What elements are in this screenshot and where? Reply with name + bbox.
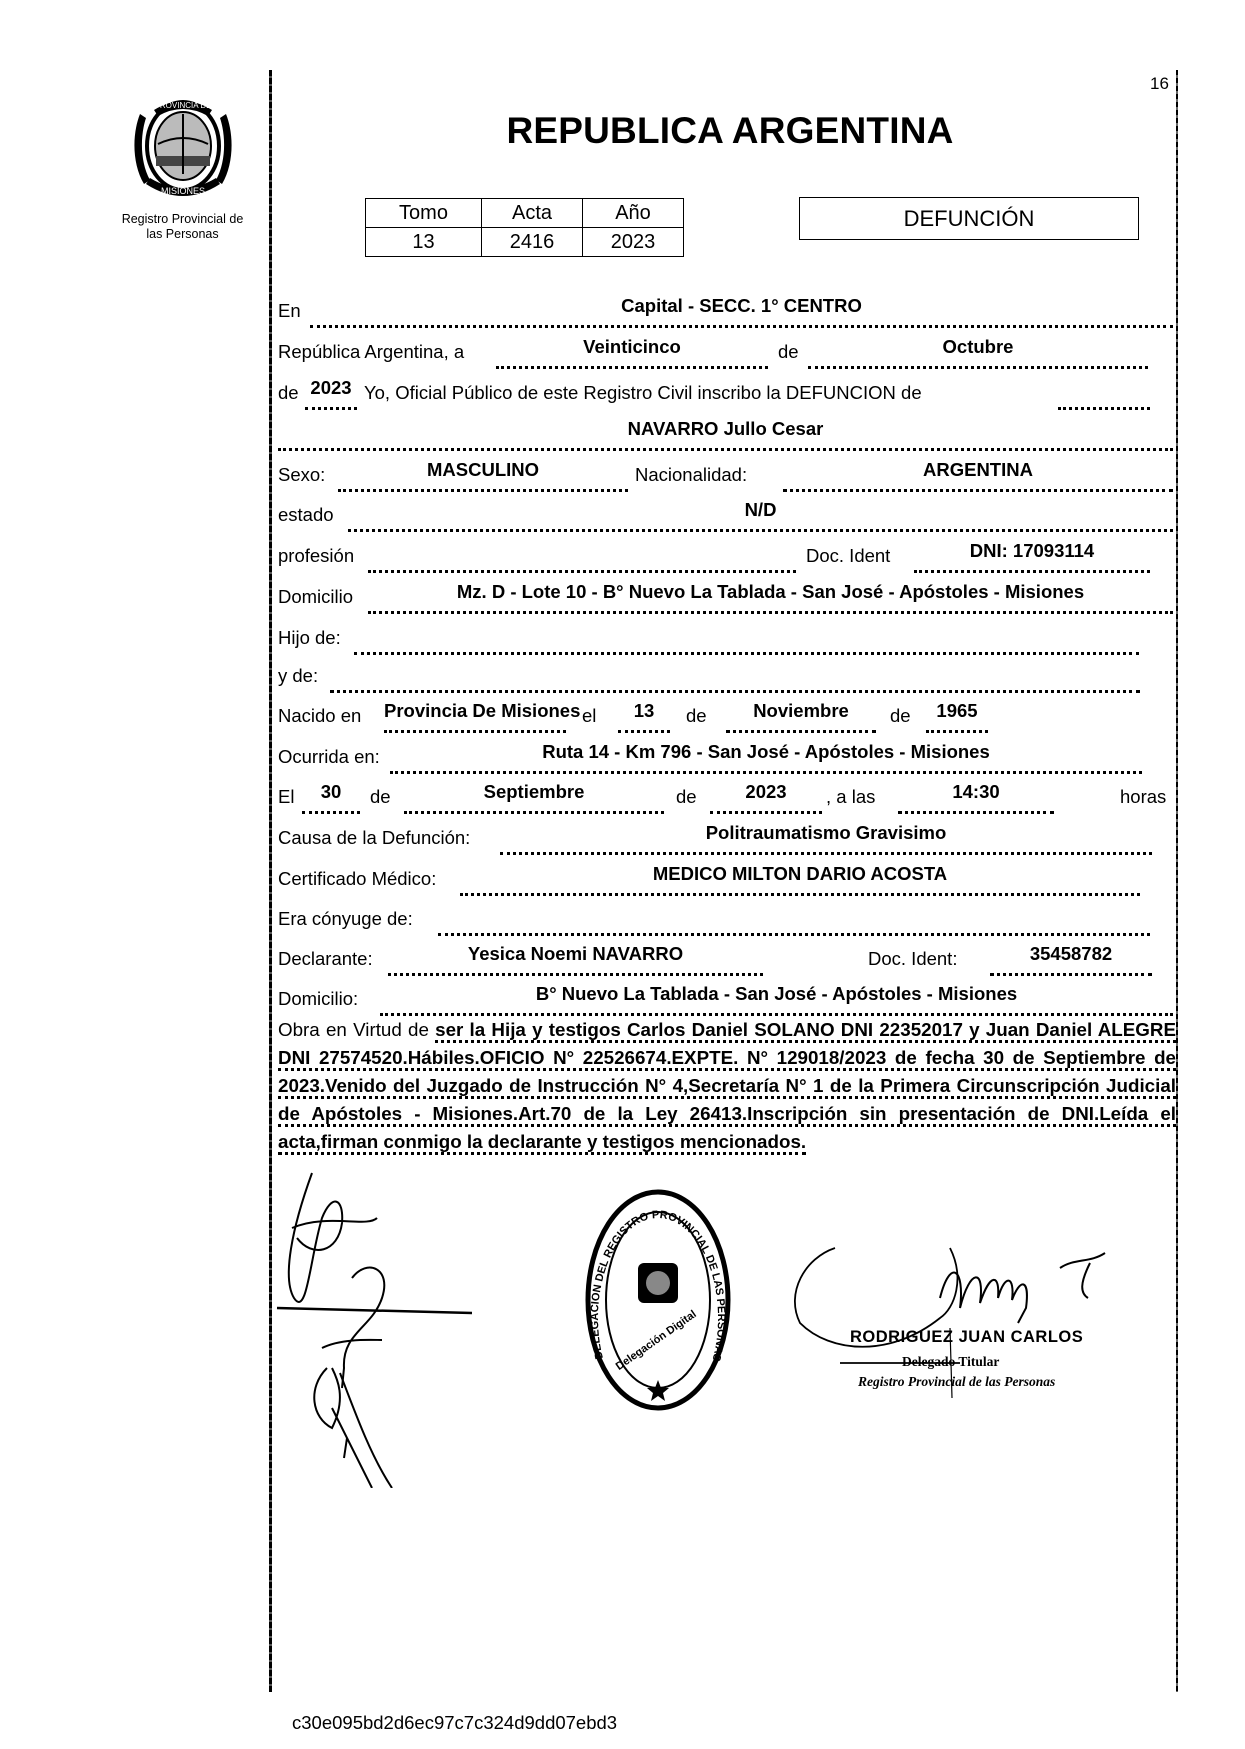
field-anio-nacimiento bbox=[926, 700, 988, 733]
row-declarante-domicilio bbox=[278, 984, 1173, 1016]
value-ocurrida-en: Ruta 14 - Km 796 - San José - Apóstoles - Misiones bbox=[542, 741, 990, 762]
value-hora-defuncion: 14:30 bbox=[952, 781, 1000, 802]
field-anio-defuncion bbox=[710, 781, 822, 814]
row-y-de bbox=[278, 661, 1173, 693]
value-nacionalidad: ARGENTINA bbox=[923, 459, 1033, 480]
registry-caption-line2: las Personas bbox=[146, 227, 219, 241]
document-hash: c30e095bd2d6ec97c7c324d9dd07ebd3 bbox=[292, 1712, 618, 1733]
row-declarante bbox=[278, 944, 1173, 976]
label-declarante-domicilio: Domicilio: bbox=[278, 988, 359, 1009]
value-doc-ident: DNI: 17093114 bbox=[969, 540, 1095, 561]
observaciones-paragraph bbox=[278, 1016, 1176, 1156]
field-profesion bbox=[368, 544, 796, 573]
label-a-las: , a las bbox=[826, 786, 876, 807]
field-lugar-nacimiento bbox=[384, 700, 581, 733]
value-anio: 2023 bbox=[583, 228, 684, 257]
value-tomo: 13 bbox=[366, 228, 482, 257]
field-en bbox=[310, 295, 1173, 328]
row-conyuge bbox=[278, 904, 1173, 936]
field-declarante-domicilio bbox=[380, 983, 1173, 1016]
value-declarante-doc: 35458782 bbox=[1029, 943, 1113, 964]
row-certificado bbox=[278, 864, 1173, 896]
observaciones-prefix: Obra en Virtud de bbox=[278, 1019, 429, 1040]
row-causa bbox=[278, 823, 1173, 855]
row-fecha-inscripcion bbox=[278, 337, 1173, 369]
field-dia-defuncion bbox=[302, 781, 360, 814]
page-number: 16 bbox=[1150, 74, 1169, 93]
value-causa: Politraumatismo Gravisimo bbox=[705, 822, 947, 843]
row-profesion bbox=[278, 541, 1173, 573]
label-el-fecha: El bbox=[278, 786, 295, 807]
label-declarante-doc: Doc. Ident: bbox=[868, 948, 958, 969]
label-nacido-en: Nacido en bbox=[278, 705, 362, 726]
value-dia-inscripcion: Veinticinco bbox=[583, 336, 681, 357]
value-dia-defuncion: 30 bbox=[320, 781, 342, 802]
record-table bbox=[365, 198, 684, 257]
row-hijo-de bbox=[278, 623, 1173, 655]
value-declarante-domicilio: B° Nuevo La Tablada - San José - Apóstoles - Misiones bbox=[535, 983, 1018, 1004]
label-doc-ident: Doc. Ident bbox=[806, 545, 891, 566]
label-ocurrida-en: Ocurrida en: bbox=[278, 746, 380, 767]
header-acta: Acta bbox=[482, 199, 583, 228]
field-y-de bbox=[330, 664, 1140, 693]
label-declarante: Declarante: bbox=[278, 948, 373, 969]
label-de: de bbox=[778, 341, 799, 362]
label-estado: estado bbox=[278, 504, 334, 525]
field-domicilio bbox=[368, 581, 1173, 614]
row-ocurrida-en bbox=[278, 742, 1173, 774]
value-en: Capital - SECC. 1° CENTRO bbox=[621, 295, 862, 316]
field-nombre bbox=[278, 418, 1173, 451]
row-sexo-nacionalidad bbox=[278, 460, 1173, 492]
label-sexo: Sexo: bbox=[278, 464, 326, 485]
text-oficial-publico: Yo, Oficial Público de este Registro Civil inscribo la DEFUNCION de bbox=[364, 382, 922, 403]
value-acta: 2416 bbox=[482, 228, 583, 257]
value-sexo: MASCULINO bbox=[426, 459, 540, 480]
field-hijo-de bbox=[354, 626, 1139, 655]
row-fecha-defuncion bbox=[278, 782, 1173, 814]
field-declarante bbox=[388, 943, 763, 976]
official-title: Delegado Titular bbox=[902, 1354, 1000, 1369]
svg-text:MISIONES: MISIONES bbox=[160, 186, 206, 196]
registry-caption-line1: Registro Provincial de bbox=[121, 212, 244, 226]
field-anio-inscripcion bbox=[305, 377, 357, 410]
value-declarante: Yesica Noemi NAVARRO bbox=[467, 943, 684, 964]
value-anio-inscripcion: 2023 bbox=[310, 377, 352, 398]
field-doc-ident bbox=[914, 540, 1150, 573]
right-margin-line bbox=[1176, 70, 1178, 1692]
value-dia-nacimiento: 13 bbox=[633, 700, 655, 721]
official-name: RODRIGUEZ JUAN CARLOS bbox=[850, 1328, 1084, 1346]
field-dia-inscripcion bbox=[496, 336, 768, 369]
field-nacionalidad bbox=[783, 459, 1173, 492]
record-table-value-row bbox=[366, 228, 684, 257]
svg-text:Delegación Digital: Delegación Digital bbox=[613, 1308, 699, 1373]
crest-icon bbox=[128, 84, 238, 206]
row-en bbox=[278, 296, 1173, 328]
witness-signatures-icon bbox=[272, 1168, 472, 1488]
label-hijo-de: Hijo de: bbox=[278, 627, 341, 648]
observaciones-text: ser la Hija y testigos Carlos Daniel SOLANO DNI 22352017 y Juan Daniel ALEGRE DNI 27574520.Hábiles.OFICIO N° 22526674.EXPTE. N° 129018/2023 de fecha 30 de Septiembre de 2023.Venido del Juzgado de Instrucción N° 4,Secretaría N° 1 de la Primera Circunscripción Judicial de Apóstoles - Misiones.Art.70 de la Ley 26413.Inscripción sin presentación de DNI.Leída el acta,firman conmigo la declarante y testigos mencionados. bbox=[278, 1019, 1176, 1155]
label-en: En bbox=[278, 300, 301, 321]
value-mes-nacimiento: Noviembre bbox=[753, 700, 849, 721]
row-nombre bbox=[278, 419, 1173, 451]
label-de-anio-def: de bbox=[676, 786, 697, 807]
page-title: REPUBLICA ARGENTINA bbox=[506, 110, 954, 151]
value-domicilio: Mz. D - Lote 10 - B° Nuevo La Tablada - San José - Apóstoles - Misiones bbox=[456, 581, 1085, 602]
label-de-mes-def: de bbox=[370, 786, 391, 807]
value-certificado: MEDICO MILTON DARIO ACOSTA bbox=[652, 863, 948, 884]
field-conyuge bbox=[438, 907, 1150, 936]
value-mes-inscripcion: Octubre bbox=[942, 336, 1014, 357]
label-el: el bbox=[582, 705, 597, 726]
field-sexo bbox=[338, 459, 628, 492]
label-de-anio: de bbox=[278, 382, 299, 403]
seal-icon bbox=[583, 1188, 733, 1413]
official-org: Registro Provincial de las Personas bbox=[858, 1374, 1056, 1389]
field-hora-defuncion bbox=[898, 781, 1054, 814]
header-anio: Año bbox=[583, 199, 684, 228]
field-trailing bbox=[1058, 381, 1150, 410]
field-mes-defuncion bbox=[404, 781, 664, 814]
label-conyuge: Era cónyuge de: bbox=[278, 908, 413, 929]
row-estado bbox=[278, 500, 1173, 532]
field-dia-nacimiento bbox=[618, 700, 670, 733]
record-type-box: DEFUNCIÓN bbox=[799, 197, 1139, 240]
label-y-de: y de: bbox=[278, 665, 319, 686]
field-ocurrida-en bbox=[390, 741, 1142, 774]
field-causa bbox=[500, 822, 1152, 855]
label-horas: horas bbox=[1120, 786, 1167, 807]
misiones-crest-logo bbox=[128, 84, 238, 206]
value-anio-nacimiento: 1965 bbox=[936, 700, 978, 721]
label-certificado: Certificado Médico: bbox=[278, 868, 437, 889]
label-republica: República Argentina, a bbox=[278, 341, 465, 362]
row-anio-inscripcion bbox=[278, 378, 1173, 410]
field-declarante-doc bbox=[990, 943, 1152, 976]
value-mes-defuncion: Septiembre bbox=[483, 781, 585, 802]
label-de-mes: de bbox=[686, 705, 707, 726]
label-profesion: profesión bbox=[278, 545, 355, 566]
row-domicilio bbox=[278, 582, 1173, 614]
field-mes-nacimiento bbox=[726, 700, 876, 733]
label-causa: Causa de la Defunción: bbox=[278, 827, 471, 848]
header-tomo: Tomo bbox=[366, 199, 482, 228]
value-anio-defuncion: 2023 bbox=[745, 781, 787, 802]
svg-text:PROVINCIA DE: PROVINCIA DE bbox=[154, 101, 212, 110]
field-certificado bbox=[460, 863, 1140, 896]
registry-caption bbox=[100, 212, 265, 242]
official-seal bbox=[583, 1188, 733, 1413]
value-nombre: NAVARRO Jullo Cesar bbox=[627, 418, 824, 439]
svg-text:DELEGACION DEL REGISTRO PROVIN: DELEGACION DEL REGISTRO PROVINCIAL DE LAS PERSONAS bbox=[588, 1208, 728, 1363]
label-nacionalidad: Nacionalidad: bbox=[635, 464, 748, 485]
value-estado: N/D bbox=[744, 499, 777, 520]
label-de-anio-nac: de bbox=[890, 705, 911, 726]
value-lugar-nacimiento: Provincia De Misiones bbox=[384, 700, 581, 721]
label-domicilio: Domicilio bbox=[278, 586, 354, 607]
field-mes-inscripcion bbox=[808, 336, 1148, 369]
record-table-header-row bbox=[366, 199, 684, 228]
row-nacimiento bbox=[278, 701, 1173, 733]
field-estado bbox=[348, 499, 1173, 532]
